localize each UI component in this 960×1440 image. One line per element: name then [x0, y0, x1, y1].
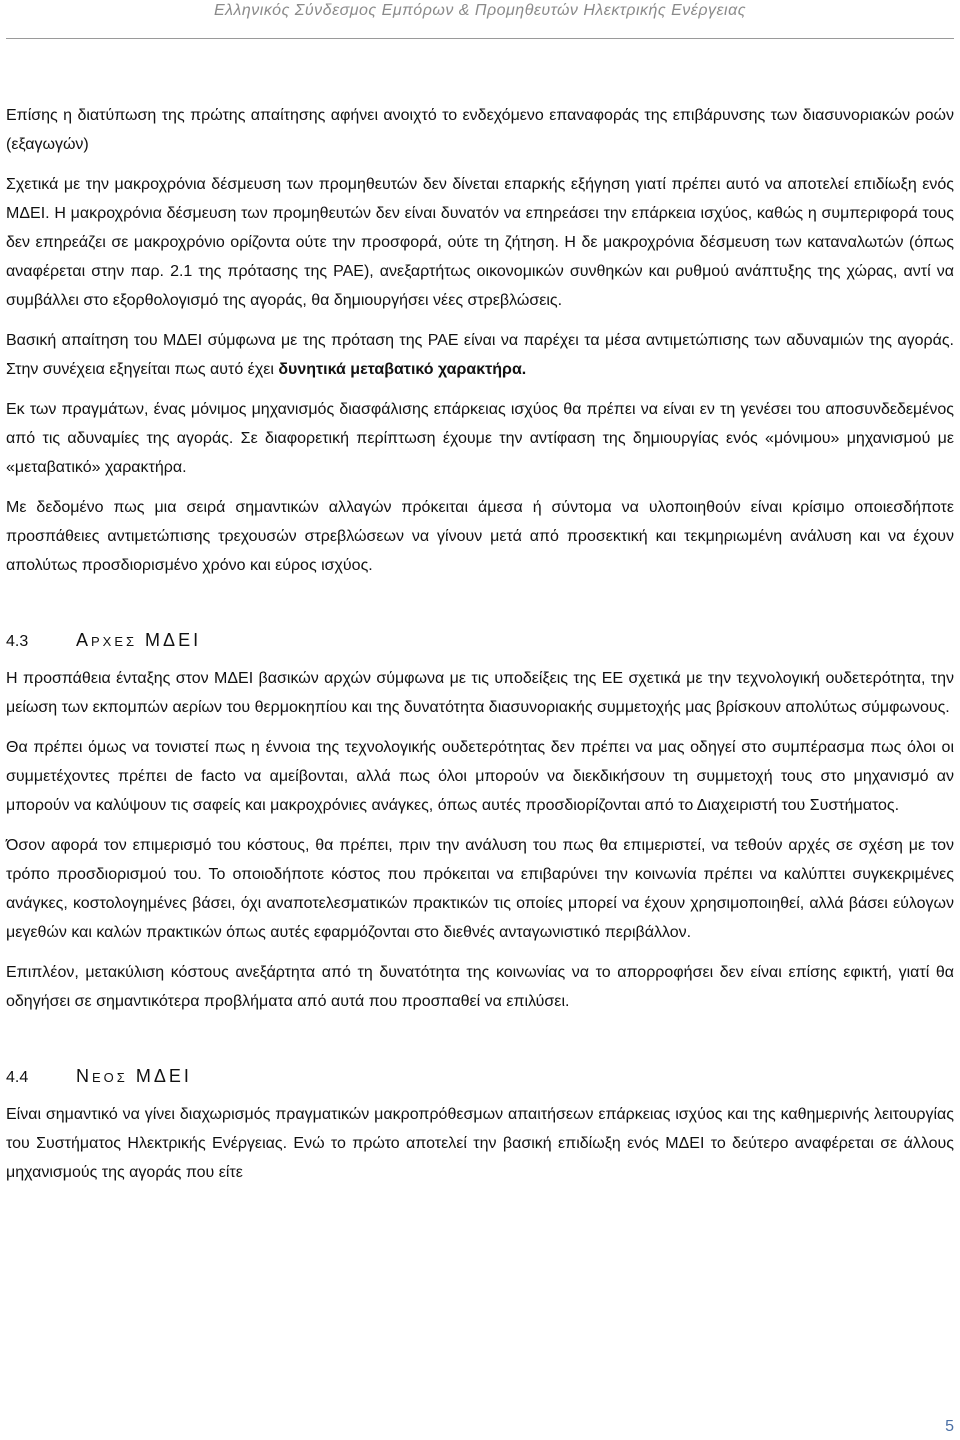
paragraph: Επιπλέον, μετακύλιση κόστους ανεξάρτητα από τη δυνατότητα της κοινωνίας να το απορροφήσει δεν είναι επίσης εφικτή, γιατί θα οδηγήσει σε σημαντικότερα προβλήματα από αυτά που προσπαθεί να επιλύσει.	[6, 964, 954, 1010]
section-number: 4.3	[6, 633, 29, 650]
paragraph: Η προσπάθεια ένταξης στον ΜΔΕΙ βασικών αρχών σύμφωνα με τις υποδείξεις της ΕΕ σχετικά με την τεχνολογική ουδετερότητα, την μείωση των εκπομπών αερίων του θερμοκηπίου και της δυνατότητα διασυνοριακής συμμετοχής μας βρίσκουν απολύτως σύμφωνους.	[6, 670, 954, 716]
page-number: 5	[945, 1418, 954, 1435]
paragraph: Σχετικά με την μακροχρόνια δέσμευση των προμηθευτών δεν δίνεται επαρκής εξήγηση γιατί πρέπει αυτό να αποτελεί επιδίωξη ενός ΜΔΕΙ. Η μακροχρόνια δέσμευση των προμηθευτών δεν είναι δυνατόν να επηρεάσει την επάρκεια ισχύος, καθώς η συμπεριφορά τους δεν επηρεάζει σε μακροχρόνιο ορίζοντα ούτε την προσφορά, ούτε τη ζήτηση. Η δε μακροχρόνια δέσμευση των καταναλωτών (όπως αναφέρεται στην παρ. 2.1 της πρότασης της ΡΑΕ), ανεξαρτήτως οικονομικών συνθηκών και ρυθμού ανάπτυξης της χώρας, αντί να συμβάλλει στο εξορθολογισμό της αγοράς, θα δημιουργήσει νέες στρεβλώσεις.	[6, 176, 954, 309]
paragraph: Εκ των πραγμάτων, ένας μόνιμος μηχανισμός διασφάλισης επάρκειας ισχύος θα πρέπει να είναι εν τη γενέσει του αποσυνδεδεμένος από τις αδυναμίες της αγοράς. Σε διαφορετική περίπτωση έχουμε την αντίφαση της δημιουργίας ενός «μόνιμου» μηχανισμού με «μεταβατικό» χαρακτήρα.	[6, 401, 954, 476]
document-header	[0, 0, 960, 26]
paragraph: Είναι σημαντικό να γίνει διαχωρισμός πραγματικών μακροπρόθεσμων απαιτήσεων επάρκειας ισχύος και της καθημερινής λειτουργίας του Συστήματος Ηλεκτρικής Ενέργειας. Ενώ το πρώτο αποτελεί την βασική επιδίωξη ενός ΜΔΕΙ το δεύτερο αναφέρεται σε άλλους μηχανισμούς της αγοράς που είτε	[6, 1106, 954, 1181]
section-title: Νεος ΜΔΕΙ	[76, 1066, 192, 1086]
header-divider	[6, 38, 954, 39]
paragraph: Με δεδομένο πως μια σειρά σημαντικών αλλαγών πρόκειται άμεσα ή σύντομα να υλοποιηθούν είναι κρίσιμο οποιεσδήποτε προσπάθειες αντιμετώπισης τρεχουσών στρεβλώσεων να γίνουν μετά από προσεκτική και τεκμηριωμένη ανάλυση και να έχουν απολύτως προσδιορισμένο χρόνο και εύρος ισχύος.	[6, 499, 954, 574]
emphasis-text: δυνητικά μεταβατικό χαρακτήρα.	[278, 361, 527, 378]
paragraph: Όσον αφορά τον επιμερισμό του κόστους, θα πρέπει, πριν την ανάλυση του πως θα επιμεριστεί, να τεθούν αρχές σε σχέση με τον τρόπο προσδιορισμού του. Το οποιοδήποτε κόστος που πρόκειται να επιβαρύνει την κοινωνία πρέπει να καλύπτει συγκεκριμένες ανάγκες, κοστολογημένες βάσει, όχι αναποτελεσματικών πρακτικών τις οποίες μπορεί να έχουν χρησιμοποιηθεί, αλλά βάσει εύλογων μεγεθών και καλών πρακτικών όπως αυτές εφαρμόζονται στο διεθνές ανταγωνιστικό περιβάλλον.	[6, 837, 954, 941]
section-title: Αρχες ΜΔΕΙ	[76, 630, 202, 650]
paragraph: Επίσης η διατύπωση της πρώτης απαίτησης αφήνει ανοιχτό το ενδεχόμενο επαναφοράς της επιβάρυνσης των διασυνοριακών ροών (εξαγωγών)	[6, 107, 954, 153]
header-text: Ελληνικός Σύνδεσμος Εμπόρων & Προμηθευτών Ηλεκτρικής Ενέργειας	[214, 2, 746, 19]
document-body	[6, 101, 954, 1187]
section-number: 4.4	[6, 1069, 29, 1086]
paragraph	[6, 326, 954, 384]
paragraph: Θα πρέπει όμως να τονιστεί πως η έννοια της τεχνολογικής ουδετερότητας δεν πρέπει να μας οδηγεί στο συμπέρασμα πως όλοι οι συμμετέχοντες πρέπει de facto να αμείβονται, αλλά πως όλοι μπορούν να διεκδικήσουν τη συμμετοχή τους στο μηχανισμό αν μπορούν να καλύψουν τις σαφείς και μακροχρόνιες ανάγκες, όπως αυτές προσδιορίζονται από το Διαχειριστή του Συστήματος.	[6, 739, 954, 814]
section-heading-4-3	[6, 625, 954, 657]
paragraph-text: Βασική απαίτηση του ΜΔΕΙ σύμφωνα με της πρόταση της ΡΑΕ είναι να παρέχει τα μέσα αντιμετώπισης των αδυναμιών της αγοράς. Στην συνέχεια εξηγείται πως αυτό έχει	[6, 332, 954, 378]
section-heading-4-4	[6, 1061, 954, 1093]
